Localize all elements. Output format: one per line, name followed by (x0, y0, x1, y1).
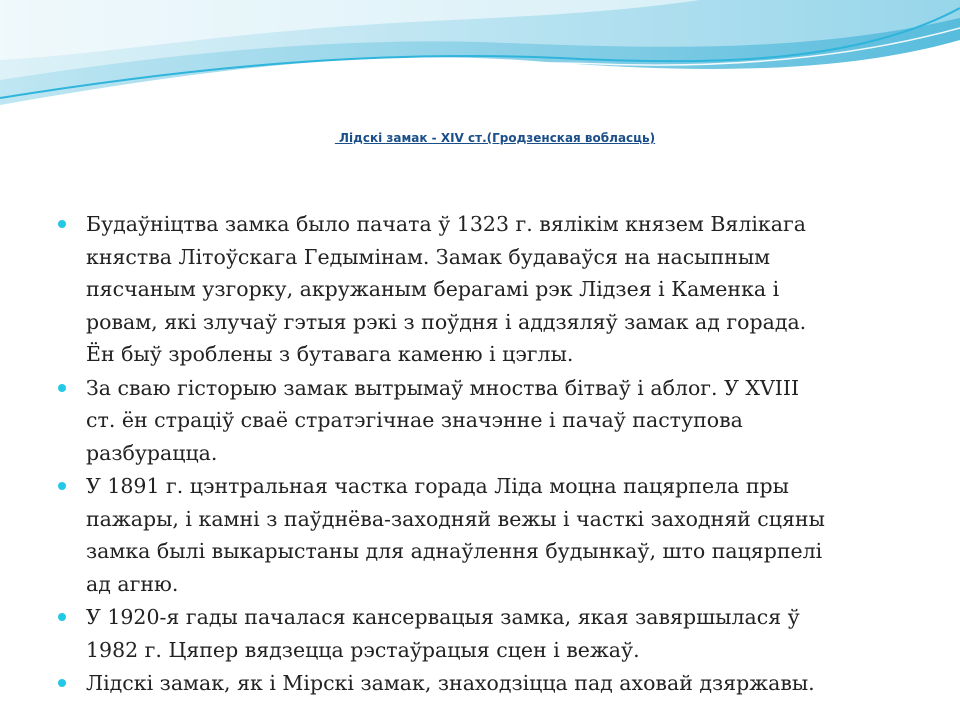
bullet-dot-icon (58, 613, 66, 621)
bullet-list (58, 208, 918, 701)
bullet-dot-icon (58, 384, 66, 392)
bullet-dot-icon (58, 482, 66, 490)
bullet-item (58, 601, 918, 666)
bullet-dot-icon (58, 679, 66, 687)
bullet-item (58, 470, 918, 600)
bullet-text: За сваю гісторыю замак вытрымаў мноства бітваў і аблог. У XVIII ст. ён страціў сваё стратэгічнае значэнне і пачаў паступова разбурацца. (86, 375, 800, 465)
wave-header-decoration (0, 0, 960, 120)
bullet-item (58, 208, 918, 371)
slide-title: Лідскі замак - XIV ст.(Гродзенская вобласць) (334, 131, 656, 145)
bullet-item (58, 372, 918, 470)
bullet-text: Будаўніцтва замка было пачата ў 1323 г. вялікім князем Вялікага княства Літоўскага Гедымінам. Замак будаваўся на насыпным пясчаным узгорку, акружаным берагамі рэк Лідзея і Каменка і ровам, які злучаў гэтыя рэкі з поўдня і аддзяляў замак ад горада. Ён быў зроблены з бутавага каменю і цэглы. (86, 212, 807, 366)
bullet-text: Лідскі замак, як і Мірскі замак, знаходзіцца пад аховай дзяржавы. (86, 671, 815, 695)
bullet-item (58, 667, 918, 700)
bullet-text: У 1920-я гады пачалася кансервацыя замка, якая завяршылася ў 1982 г. Цяпер вядзецца рэстаўрацыя сцен і вежаў. (86, 605, 800, 662)
bullet-dot-icon (58, 220, 66, 228)
bullet-text: У 1891 г. цэнтральная частка горада Ліда моцна пацярпела пры пажары, і камні з паўднёва-заходняй вежы і часткі заходняй сцяны замка былі выкарыстаны для аднаўлення будынкаў, што пацярпелі ад агню. (86, 474, 825, 596)
